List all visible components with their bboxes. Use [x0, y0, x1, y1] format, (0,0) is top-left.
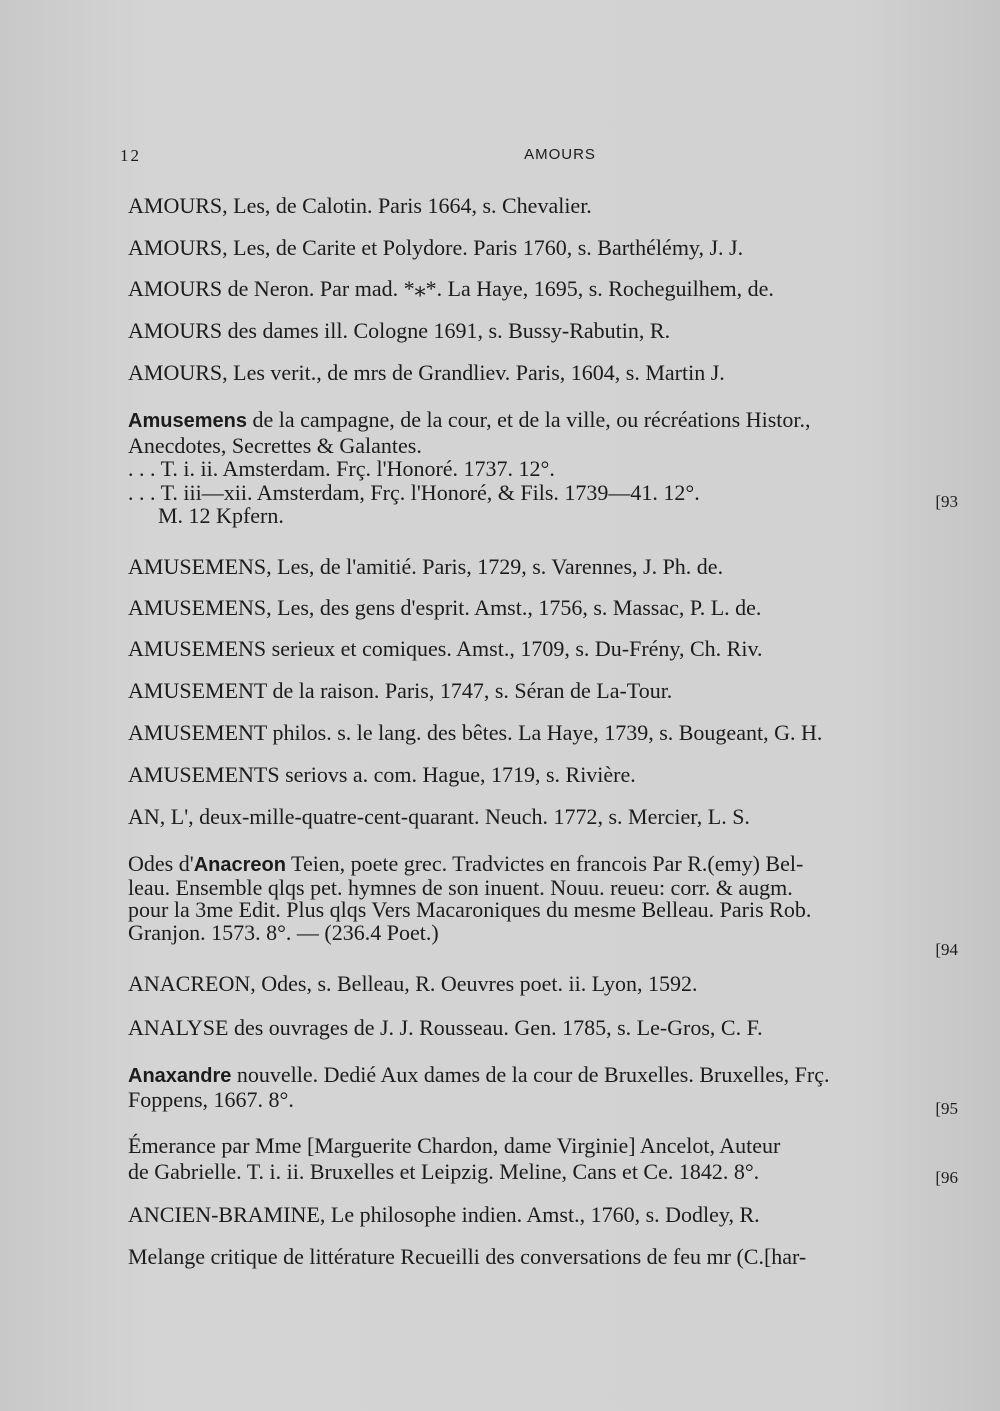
entry-anaxandre: Anaxandre nouvelle. Dedié Aux dames de la cour de Bruxelles. Bruxelles, Frç. Foppens, 1667. 8°. [95	[128, 1063, 958, 1112]
entry-amours-carite: AMOURS, Les, de Carite et Polydore. Paris 1760, s. Barthélémy, J. J.	[128, 235, 744, 260]
entry-amusemens-serieux: AMUSEMENS serieux et comiques. Amst., 1709, s. Du-Frény, Ch. Riv.	[128, 636, 763, 661]
entry-amusements-seriovs: AMUSEMENTS seriovs a. com. Hague, 1719, s. Rivière.	[128, 762, 636, 787]
entry-amours-dames: AMOURS des dames ill. Cologne 1691, s. Bussy-Rabutin, R.	[128, 318, 671, 343]
entry-amusemens-amitie: AMUSEMENS, Les, de l'amitié. Paris, 1729, s. Varennes, J. Ph. de.	[128, 554, 724, 579]
entry-amours-neron: AMOURS de Neron. Par mad. *⁎*. La Haye, 1695, s. Rocheguilhem, de.	[128, 276, 774, 301]
reference-number: [95	[935, 1099, 958, 1118]
page-header	[120, 146, 980, 170]
entry-amusement-philos: AMUSEMENT philos. s. le lang. des bêtes. La Haye, 1739, s. Bougeant, G. H.	[128, 720, 823, 745]
reference-number: [96	[935, 1168, 958, 1187]
reference-number: [93	[935, 492, 958, 511]
entry-emerance: Émerance par Mme [Marguerite Chardon, dame Virginie] Ancelot, Auteur de Gabrielle. T. i. ii. Bruxelles et Leipzig. Meline, Cans et Ce. 1842. 8°. [96	[128, 1133, 958, 1185]
entry-an-quarant: AN, L', deux-mille-quatre-cent-quarant. Neuch. 1772, s. Mercier, L. S.	[128, 804, 750, 829]
entry-melange-critique: Melange critique de littérature Recueilli des conversations de feu mr (C.[har-	[128, 1244, 807, 1269]
entry-amusemens-gens: AMUSEMENS, Les, des gens d'esprit. Amst., 1756, s. Massac, P. L. de.	[128, 595, 762, 620]
running-title: AMOURS	[524, 146, 596, 163]
page-number: 12	[120, 146, 141, 165]
entry-amours-verit: AMOURS, Les verit., de mrs de Grandliev. Paris, 1604, s. Martin J.	[128, 360, 725, 385]
reference-number: [94	[935, 940, 958, 959]
entry-amours-calotin: AMOURS, Les, de Calotin. Paris 1664, s. Chevalier.	[128, 193, 592, 218]
entry-analyse-rousseau: ANALYSE des ouvrages de J. J. Rousseau. Gen. 1785, s. Le-Gros, C. F.	[128, 1015, 763, 1040]
entry-amusemens-campagne: Amusemens de la campagne, de la cour, et de la ville, ou récréations Histor., Anecdotes, Secrettes & Galantes. . . . T. i. ii. Amsterdam. Frç. l'Honoré. 1737. 12°. . . . T. iii—xii. Amsterdam, Frç. l'Honoré, & Fils. 1739—41. 12°. M. 12 Kpfern. [93	[128, 407, 958, 528]
entry-anacreon-belleau: ANACREON, Odes, s. Belleau, R. Oeuvres poet. ii. Lyon, 1592.	[128, 971, 698, 996]
entry-anacreon-odes: Odes d'Anacreon Teien, poete grec. Tradvictes en francois Par R.(emy) Bel- leau. Ensemble qlqs pet. hymnes de son inuent. Nouu. reueu: corr. & augm. pour la 3me Edit. Plus qlqs Vers Macaroniques du mesme Belleau. Paris Rob. Granjon. 1573. 8°. — (236.4 Poet.) [94	[128, 853, 958, 944]
entry-amusement-raison: AMUSEMENT de la raison. Paris, 1747, s. Séran de La-Tour.	[128, 678, 673, 703]
entry-ancien-bramine: ANCIEN-BRAMINE, Le philosophe indien. Amst., 1760, s. Dodley, R.	[128, 1202, 760, 1227]
